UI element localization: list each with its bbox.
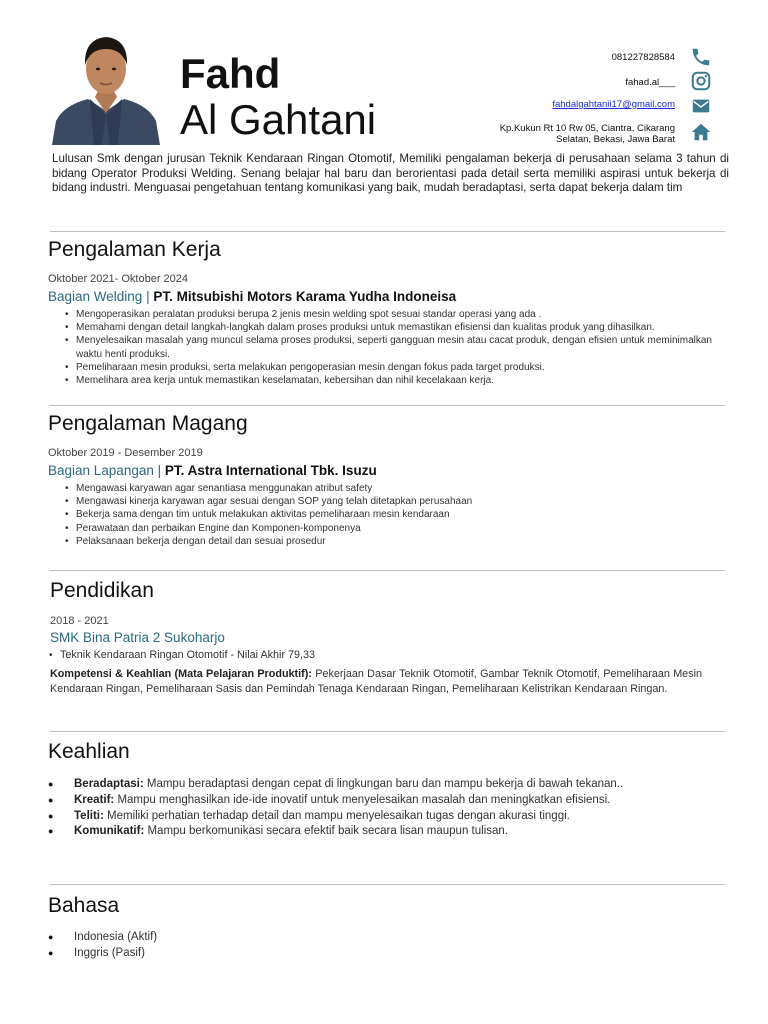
skill-label: Teliti: — [74, 809, 104, 822]
education-date: 2018 - 2021 — [50, 615, 109, 627]
contact-phone: 081227828584 — [611, 52, 675, 63]
section-title-work: Pengalaman Kerja — [48, 238, 221, 261]
list-item: • Menyelesaikan masalah yang muncul selama proses produksi, seperti gangguan mesin atau cacat produk, dengan efisien untuk meminimalkan waktu henti produksi. — [62, 334, 712, 360]
last-name: Al Gahtani — [180, 96, 377, 143]
section-title-languages: Bahasa — [48, 894, 120, 917]
list-item: • Bekerja sama dengan tim untuk melakukan aktivitas pemeliharaan mesin kendaraan — [62, 508, 712, 521]
school-name: SMK Bina Patria 2 Sukoharjo — [50, 630, 225, 645]
instagram-icon — [690, 70, 712, 92]
internship-role — [48, 463, 377, 478]
profile-photo — [50, 25, 162, 145]
list-item: • Teknik Kendaraan Ringan Otomotif - Nilai Akhir 79,33 — [46, 649, 646, 662]
section-title-education: Pendidikan — [50, 579, 154, 602]
list-item: • Mengoperasikan peralatan produksi berupa 2 jenis mesin welding spot sesuai standar operasi yang ada . — [62, 308, 712, 321]
skill-text: Memiliki perhatian terhadap detail dan mampu menyelesaikan tugas dengan akurasi tinggi. — [103, 809, 570, 822]
email-icon — [690, 95, 712, 117]
divider — [50, 731, 725, 732]
address-line-2: Selatan, Bekasi, Jawa Barat — [556, 134, 675, 145]
work-date: Oktober 2021- Oktober 2024 — [48, 273, 189, 285]
list-item — [48, 809, 708, 825]
divider — [50, 231, 725, 232]
work-duties-list — [62, 308, 712, 387]
work-role — [48, 289, 456, 304]
section-title-skills: Keahlian — [48, 740, 130, 763]
education-major-list — [46, 649, 646, 662]
section-title-internship: Pengalaman Magang — [48, 412, 248, 435]
list-item — [48, 777, 708, 793]
skill-label: Beradaptasi: — [74, 778, 144, 790]
internship-date: Oktober 2019 - Desember 2019 — [48, 447, 203, 459]
work-company: PT. Mitsubishi Motors Karama Yudha Indoneisa — [153, 289, 457, 304]
phone-icon — [690, 46, 712, 68]
list-item: ● Inggris (Pasif) — [48, 946, 448, 962]
work-position: Bagian Welding — [48, 289, 143, 304]
languages-list — [48, 930, 448, 962]
skill-text: Mampu menghasilkan ide-ide inovatif untuk menyelesaikan masalah dan meningkatkan efisiensi. — [114, 793, 611, 806]
list-item: ● Indonesia (Aktif) — [48, 930, 448, 946]
list-item — [48, 824, 708, 840]
contact-address — [500, 123, 675, 145]
divider — [50, 884, 725, 885]
list-item: • Pelaksanaan bekerja dengan detail dan sesuai prosedur — [62, 535, 712, 548]
first-name: Fahd — [180, 50, 281, 97]
skills-list — [48, 777, 708, 840]
competency-paragraph — [50, 667, 702, 696]
competency-text: Pekerjaan Dasar Teknik Otomotif, Gambar Teknik Otomotif, Pemeliharaan Mesin Kendaraan Ringan, Pemeliharaan Sasis dan Pemindah Tenaga Kendaraan Ringan, Pemeliharaan Kelistrikan Kendaraan Ringan. — [50, 668, 702, 695]
contact-email-link[interactable]: fahdalgahtanii17@gmail.com — [552, 99, 675, 110]
skill-text: Mampu berkomunikasi secara efektif baik secara lisan maupun tulisan. — [144, 825, 508, 838]
skill-label: Komunikatif: — [74, 825, 145, 838]
competency-label: Kompetensi & Keahlian (Mata Pelajaran Produktif): — [50, 668, 312, 680]
internship-position: Bagian Lapangan — [48, 463, 154, 478]
list-item: • Memahami dengan detail langkah-langkah dalam proses produksi untuk memastikan efisiensi dan kualitas produk yang dihasilkan. — [62, 321, 712, 334]
role-separator: | — [146, 289, 150, 304]
address-line-1: Kp.Kukun Rt 10 Rw 05, Ciantra, Cikarang — [499, 123, 675, 134]
internship-company: PT. Astra International Tbk. Isuzu — [164, 463, 377, 478]
divider — [50, 570, 725, 571]
list-item: • Perawataan dan perbaikan Engine dan Komponen-komponenya — [62, 522, 712, 535]
internship-duties-list — [62, 482, 712, 548]
skill-text: Mampu beradaptasi dengan cepat di lingkungan baru dan mampu bekerja di bawah tekanan.. — [143, 778, 624, 790]
list-item — [48, 793, 708, 809]
profile-summary: Lulusan Smk dengan jurusan Teknik Kendaraan Ringan Otomotif, Memiliki pengalaman bekerja di perusahaan selama 3 tahun di bidang Operator Produksi Welding. Senang belajar hal baru dan berorientasi pada detail serta memiliki aspirasi untuk bekerja di bidang industri. Menguasai pengetahuan tentang komunikasi yang baik, mudah beradaptasi, serta dapat bekerja dalam tim — [52, 152, 729, 195]
list-item: • Pemeliharaan mesin produksi, serta melakukan pengoperasian mesin dengan fokus pada target produksi. — [62, 361, 712, 374]
skill-label: Kreatif: — [74, 793, 115, 806]
home-icon — [690, 121, 712, 143]
list-item: • Mengawasi karyawan agar senantiasa menggunakan atribut safety — [62, 482, 712, 495]
role-separator: | — [157, 463, 162, 478]
divider — [50, 405, 725, 406]
list-item: • Memelihara area kerja untuk memastikan keselamatan, kebersihan dan nihil kecelakaan kerja. — [62, 374, 712, 387]
contact-instagram: fahad.al___ — [625, 77, 675, 88]
list-item: • Mengawasi kinerja karyawan agar sesuai dengan SOP yang telah ditetapkan perusahaan — [62, 495, 712, 508]
